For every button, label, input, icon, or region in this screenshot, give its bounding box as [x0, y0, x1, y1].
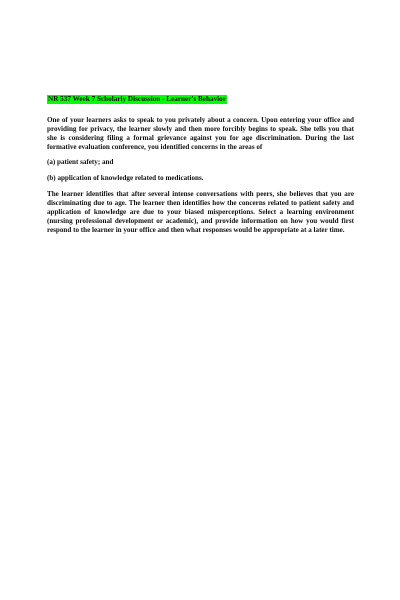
list-item-a: (a) patient safety; and — [47, 158, 114, 166]
document-title: NR 537 Week 7 Scholarly Discussion - Learner's Behavior — [48, 95, 226, 103]
list-item-b: (b) application of knowledge related to medications. — [47, 174, 204, 182]
document-body — [47, 88, 354, 241]
closing-paragraph: The learner identifies that after several intense conversations with peers, she believes that you are discriminating due to age. The learner then identifies how the concerns related to patient safety and application of knowledge are due to your biased misperceptions. Select a learning environment (nursing professional development or academic), and provide information on how you would first respond to the learner in your office and then what responses would be appropriate at a later time. — [47, 190, 354, 234]
intro-paragraph: One of your learners asks to speak to you privately about a concern. Upon entering your office and providing for privacy, the learner slowly and then more forcibly begins to speak. She tells you that she is considering filing a formal grievance against you for age discrimination. During the last formative evaluation conference, you identified concerns in the areas of — [47, 116, 354, 151]
